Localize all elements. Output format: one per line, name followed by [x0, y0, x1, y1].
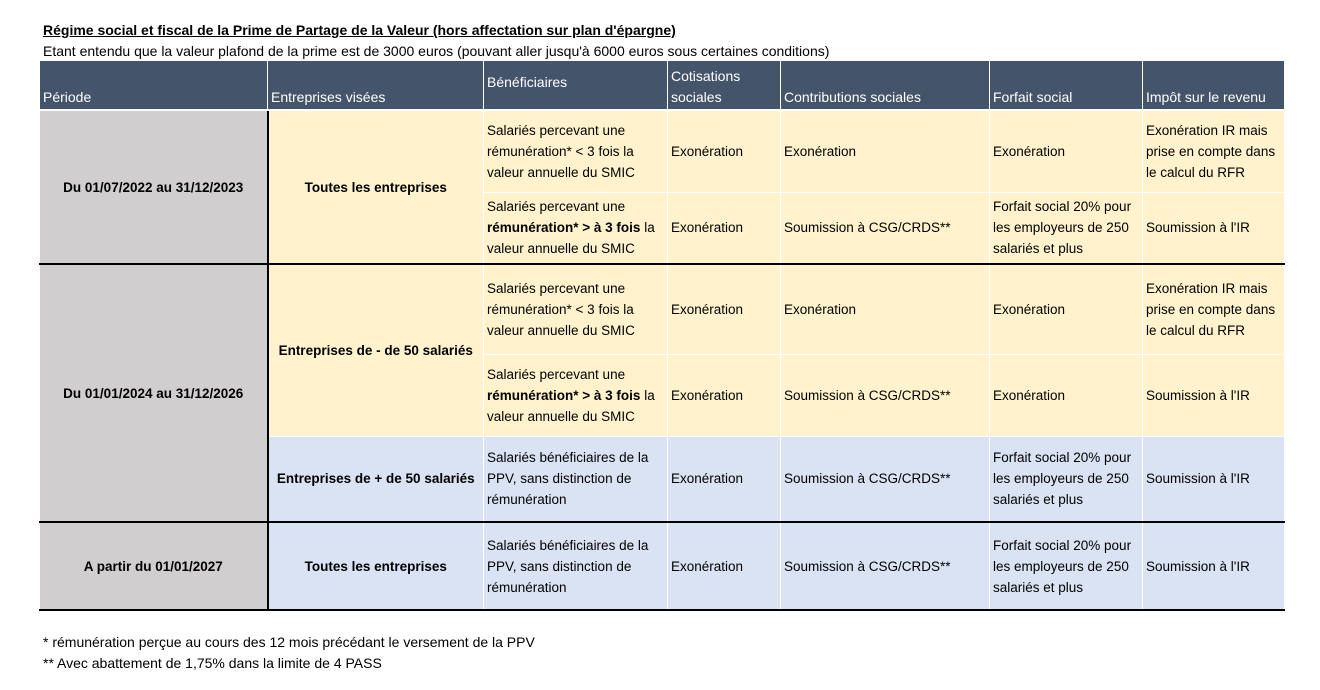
header-row — [40, 61, 1285, 111]
contributions-cell: Soumission à CSG/CRDS** — [781, 354, 990, 436]
footnote-remuneration: * rémunération perçue au cours des 12 mois précédant le versement de la PPV — [43, 634, 535, 650]
beneficiaires-cell: Salariés percevant une rémunération* < 3 fois la valeur annuelle du SMIC — [484, 110, 668, 192]
forfait-cell: Forfait social 20% pour les employeurs de 250 salariés et plus — [990, 436, 1143, 522]
cotisations-cell: Exonération — [668, 192, 781, 264]
entreprises-cell: Toutes les entreprises — [268, 522, 484, 610]
period-cell: A partir du 01/01/2027 — [40, 522, 268, 610]
entreprises-cell: Entreprises de + de 50 salariés — [268, 436, 484, 522]
cotisations-cell: Exonération — [668, 264, 781, 354]
table-row — [40, 522, 1285, 610]
contributions-cell: Exonération — [781, 264, 990, 354]
impot-cell: Exonération IR mais prise en compte dans le calcul du RFR — [1143, 264, 1285, 354]
header-entreprises: Entreprises visées — [268, 61, 484, 111]
contributions-cell: Soumission à CSG/CRDS** — [781, 436, 990, 522]
header-periode: Période — [40, 61, 268, 111]
header-cotisations: Cotisations sociales — [668, 61, 781, 111]
beneficiaires-cell: Salariés bénéficiaires de la PPV, sans distinction de rémunération — [484, 522, 668, 610]
contributions-cell: Soumission à CSG/CRDS** — [781, 522, 990, 610]
ppv-regime-table — [39, 60, 1285, 611]
beneficiaires-cell: Salariés percevant une rémunération* > à 3 fois la valeur annuelle du SMIC — [484, 354, 668, 436]
table-row — [40, 110, 1285, 192]
header-impot: Impôt sur le revenu — [1143, 61, 1285, 111]
beneficiaires-cell: Salariés percevant une rémunération* > à 3 fois la valeur annuelle du SMIC — [484, 192, 668, 264]
impot-cell: Soumission à l'IR — [1143, 354, 1285, 436]
cotisations-cell: Exonération — [668, 354, 781, 436]
entreprises-cell: Toutes les entreprises — [268, 110, 484, 264]
contributions-cell: Soumission à CSG/CRDS** — [781, 192, 990, 264]
beneficiaires-cell: Salariés bénéficiaires de la PPV, sans distinction de rémunération — [484, 436, 668, 522]
cotisations-cell: Exonération — [668, 522, 781, 610]
cotisations-cell: Exonération — [668, 110, 781, 192]
forfait-cell: Exonération — [990, 354, 1143, 436]
footnote-abattement: ** Avec abattement de 1,75% dans la limite de 4 PASS — [43, 655, 382, 671]
impot-cell: Soumission à l'IR — [1143, 192, 1285, 264]
period-cell: Du 01/01/2024 au 31/12/2026 — [40, 264, 268, 522]
entreprises-cell: Entreprises de - de 50 salariés — [268, 264, 484, 436]
document-title: Régime social et fiscal de la Prime de Partage de la Valeur (hors affectation sur plan d'épargne) — [43, 22, 676, 38]
forfait-cell: Exonération — [990, 110, 1143, 192]
impot-cell: Soumission à l'IR — [1143, 522, 1285, 610]
impot-cell: Soumission à l'IR — [1143, 436, 1285, 522]
header-contributions: Contributions sociales — [781, 61, 990, 111]
header-beneficiaires: Bénéficiaires — [484, 61, 668, 111]
document-subtitle: Etant entendu que la valeur plafond de la prime est de 3000 euros (pouvant aller jusqu'à 6000 euros sous certaines conditions) — [43, 43, 830, 59]
forfait-cell: Forfait social 20% pour les employeurs de 250 salariés et plus — [990, 522, 1143, 610]
beneficiaires-cell: Salariés percevant une rémunération* < 3 fois la valeur annuelle du SMIC — [484, 264, 668, 354]
table-row — [40, 264, 1285, 354]
forfait-cell: Exonération — [990, 264, 1143, 354]
header-forfait: Forfait social — [990, 61, 1143, 111]
period-cell: Du 01/07/2022 au 31/12/2023 — [40, 110, 268, 264]
contributions-cell: Exonération — [781, 110, 990, 192]
cotisations-cell: Exonération — [668, 436, 781, 522]
forfait-cell: Forfait social 20% pour les employeurs de 250 salariés et plus — [990, 192, 1143, 264]
impot-cell: Exonération IR mais prise en compte dans le calcul du RFR — [1143, 110, 1285, 192]
